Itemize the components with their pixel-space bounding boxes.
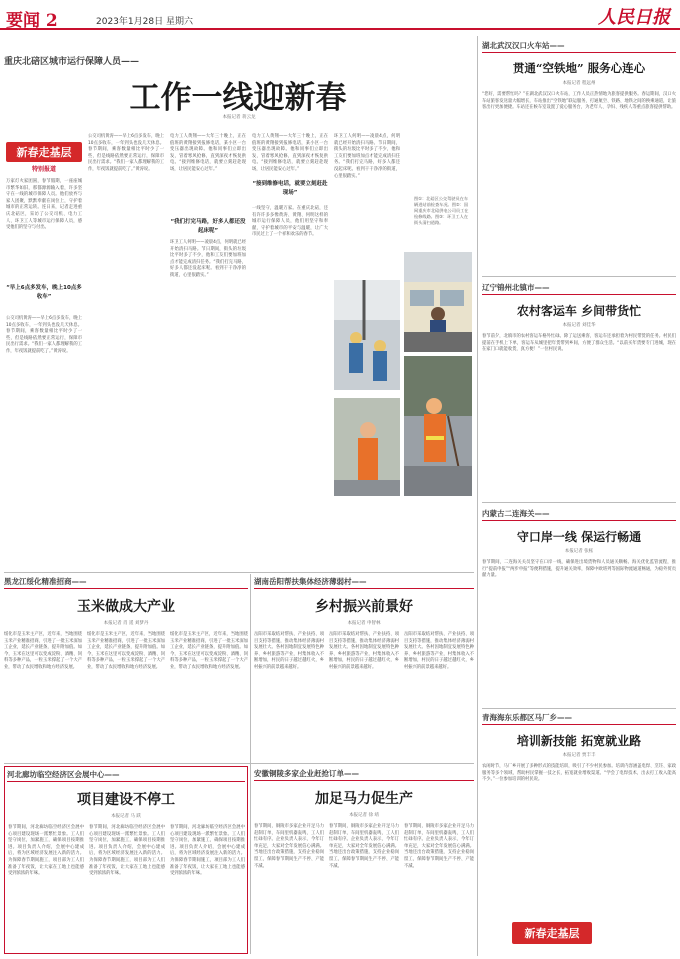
divider-right-1 — [482, 276, 676, 277]
lead-subhead-1 — [6, 284, 82, 302]
anhui-text-1: 春节期间，铜陵市多家企业开足马力赶制订单，车间里机器轰鸣，工人们忙碌有序。企业负责人表示，今年订单充足，大家对全年发展信心满满。当地还出台政策措施，支持企业稳岗留工，保障春节期间生产不停、产能不减。 — [254, 824, 324, 869]
bus-driver-image — [404, 252, 472, 352]
ledu-header[interactable]: 青海海东乐都区马厂乡—— — [482, 713, 572, 722]
sanitation-worker-image — [404, 356, 472, 496]
worker-street-image — [334, 398, 400, 496]
lead-col4-text-b: 一线坚守，温暖万家。在重庆北碚，还有许许多多像黄涛、黄翔、何明这样的城市运行保障人员，他们用坚守和奉献，守护着城市的平安与温暖，让广大市民过上了一个祥和欢乐的春节。 — [252, 206, 328, 238]
jinzhou-headline[interactable]: 农村客运车 乡间带货忙 — [516, 304, 642, 318]
lead-col3-text-b: 环卫工人何明——凌晨4点，何明就已经开始清扫马路。节日期间，街头的垃圾比平时多了不少，他和工友们要加班加点才能完成清扫任务。“我们打完马路，好多人都还没起床呢。看到干干净净的街道，心里很踏实。” — [170, 240, 246, 278]
heilongjiang-header-rule — [4, 588, 248, 589]
lead-photo-caption-text: 图①：北碚区公交驾驶员在车辆进站前检查车况。图②：国网重庆市北碚供电公司员工在检修线路。图③：环卫工人在街头清扫道路。 — [414, 196, 469, 225]
lead-col1-text: 万家灯火家团圆，春节假期，一座座城市繁华如旧，那都源源输入着，许多坚守在一线的城市保障人员。他们放弃与家人团聚，默默奉献在岗位上，守护着城市的正常运转。连日来，记者走进重庆北碚区，采访了公交司机、电力工人、环卫工人等城市运行保障人员，感受他们的坚守与付出。 — [6, 179, 82, 231]
lead-col2-text: 公交司机黄涛——早上6点多发车，晚上10点多收车，一年到头也没几天休息。春节期间，乘客数量相比平时少了一些，但是线路依然要正常运行，保障市民出行需求。“我们一家人都理解我的工作，年夜饭就提前吃了。”黄涛说。 — [88, 134, 164, 172]
masthead — [0, 0, 680, 30]
heilongjiang-text-2: 绥化市是玉米主产区，近年来，当地围绕玉米产业精准招商，引进了一批玉米深加工企业，延长产业链条，提升附加值。如今，玉米在这里可以变成淀粉、酒精、饲料等多种产品，一粒玉米撑起了一个大产业，带动了农民增收和地方经济发展。 — [87, 632, 165, 670]
lead-byline: 本报记者 蒋云龙 — [222, 115, 256, 120]
hebei-text-1: 春节期间，河北廊坊临空经济区会展中心项目建设现场一派繁忙景象。工人们坚守岗位，加紧施工，确保项目按期推进。项目负责人介绍，会展中心建成后，将为区域经济发展注入新的活力。为保障春节期间施工，项目部为工人们准备了年夜饭，让大家在工地上也能感受到浓浓的年味。 — [8, 825, 84, 877]
issue-date: 2023年1月28日 星期六 — [96, 17, 193, 27]
anhui-byline: 本报记者 徐 靖 — [349, 813, 379, 818]
lead-col5-text: 环卫工人何明——凌晨4点，何明就已经开始清扫马路。节日期间，街头的垃圾比平时多了不少，他和工友们要加班加点才能完成清扫任务。“我们打完马路，好多人都还没起床呢。看到干干净净的街道，心里很踏实。” — [334, 134, 400, 179]
new-year-badge-bottom-label: 新春走基层 — [524, 927, 580, 940]
jinzhou-text: 春节前夕，北镇市的农村客运车格外忙碌。除了运送乘客，客运车还承担着为村民带货的任务。村民们提前在手机上下单，客运车从城里把年货带到乡间，方便了群众生活。“以前买年货要专门进城，现在在家门口就能收货，真方便！”一位村民说。 — [482, 334, 676, 353]
newspaper-logo: 人民日报 — [598, 7, 670, 28]
hunan-byline: 本报记者 申智林 — [347, 621, 381, 626]
hebei-text-2: 春节期间，河北廊坊临空经济区会展中心项目建设现场一派繁忙景象。工人们坚守岗位，加紧施工，确保项目按期推进。项目负责人介绍，会展中心建成后，将为区域经济发展注入新的活力。为保障春节期间施工，项目部为工人们准备了年夜饭，让大家在工地上也能感受到浓浓的年味。 — [89, 825, 165, 877]
jinzhou-header[interactable]: 辽宁锦州北镇市—— — [482, 283, 550, 292]
special-report-label: 特别报道 — [31, 166, 56, 173]
hebei-headline[interactable]: 项目建设不停工 — [77, 792, 175, 808]
subhead-3-text: “我们打完马路，好多人都还没起床呢” — [170, 219, 246, 234]
lead-headline[interactable]: 工作一线迎新春 — [129, 80, 347, 116]
hebei-byline: 本报记者 马 跃 — [111, 814, 141, 819]
anhui-header[interactable]: 安徽铜陵多家企业赶抢订单—— — [254, 769, 359, 778]
photo-sanitation-worker — [404, 356, 472, 496]
lead-subhead-3 — [170, 218, 246, 236]
wuhan-byline: 本报记者 程远州 — [562, 81, 596, 86]
wuhan-header[interactable]: 湖北武汉汉口火车站—— — [482, 41, 565, 50]
hunan-text-2: 岳阳市采取结对帮扶、产业扶持、项目支持等措施，推动集体经济薄弱村发展壮大。各村因地制宜发展特色种养、乡村旅游等产业，村集体收入不断增加，村民的日子越过越红火，乡村振兴的前景越来越好。 — [329, 632, 399, 670]
page-section-title: 要闻 2 — [6, 11, 58, 31]
lead-kicker[interactable]: 重庆北碚区城市运行保障人员—— — [4, 57, 140, 67]
divider-mid-bottom — [4, 763, 474, 764]
hebei-text-3: 春节期间，河北廊坊临空经济区会展中心项目建设现场一派繁忙景象。工人们坚守岗位，加紧施工，确保项目按期推进。项目负责人介绍，会展中心建成后，将为区域经济发展注入新的活力。为保障春节期间施工，项目部为工人们准备了年夜饭，让大家在工地上也能感受到浓浓的年味。 — [170, 825, 245, 877]
story-hebei — [4, 766, 248, 954]
erlian-text: 春节期间，二连海关关员坚守在口岸一线，确保进出境货物和人员通关顺畅。海关优化监管流程，推行“提前申报”“两步申报”等便利措施，提升通关效率，保障中欧班列等国际物流通道畅通，为稳外贸贡献力量。 — [482, 560, 676, 579]
story-hunan — [254, 576, 474, 761]
wuhan-headline[interactable]: 贯通“空铁地” 服务心连心 — [512, 61, 646, 75]
heilongjiang-header[interactable]: 黑龙江绥化精准招商—— — [4, 577, 87, 586]
divider-lead-bottom — [4, 572, 474, 573]
heilongjiang-headline[interactable]: 玉米做成大产业 — [77, 599, 175, 615]
wuhan-header-rule — [482, 52, 676, 53]
subhead-2-text: “接到维修电话，就要立刻赶赴现场” — [252, 181, 328, 196]
heilongjiang-byline: 本报记者 肖 遥 刘梦丹 — [103, 621, 149, 626]
heilongjiang-text-1: 绥化市是玉米主产区，近年来，当地围绕玉米产业精准招商，引进了一批玉米深加工企业，延长产业链条，提升附加值。如今，玉米在这里可以变成淀粉、酒精、饲料等多种产品，一粒玉米撑起了一个大产业，带动了农民增收和地方经济发展。 — [4, 632, 82, 670]
column-divider-main — [477, 36, 478, 956]
ledu-text: 农闲时节，马厂乡开展了多种形式的技能培训，吸引了不少村民参加。培训内容涵盖电焊、烹饪、家政服务等多个领域，帮助村民掌握一技之长，拓宽就业增收渠道。“学会了电焊技术，出去打工收入能高不少。”一位参加培训的村民说。 — [482, 764, 676, 783]
lead-col4-text: 电力工人黄翔——大年三十晚上，正在值班的黄翔接到报修电话，某小区一台变压器出现故障。他和同事们立即出发，冒着寒风抢修，直到深夜才恢复供电。“接到维修电话，就要立刻赶赴现场，让居民能安心过年。” — [252, 134, 328, 172]
divider-right-3 — [482, 708, 676, 709]
story-erlian — [482, 508, 676, 708]
lead-subhead-2 — [252, 180, 328, 198]
photo-worker-street — [334, 398, 400, 496]
photo-power-workers — [334, 280, 400, 390]
jinzhou-header-rule — [482, 294, 676, 295]
hunan-headline[interactable]: 乡村振兴前景好 — [315, 599, 413, 615]
story-heilongjiang — [4, 576, 248, 761]
hunan-header[interactable]: 湖南岳阳帮扶集体经济薄弱村—— — [254, 577, 367, 586]
divider-right-2 — [482, 502, 676, 503]
column-divider-lower — [250, 574, 251, 954]
hebei-header-rule — [7, 781, 245, 782]
erlian-header[interactable]: 内蒙古二连海关—— — [482, 509, 550, 518]
story-jinzhou — [482, 282, 676, 498]
anhui-text-2: 春节期间，铜陵市多家企业开足马力赶制订单，车间里机器轰鸣，工人们忙碌有序。企业负责人表示，今年订单充足，大家对全年发展信心满满。当地还出台政策措施，支持企业稳岗留工，保障春节期间生产不停、产能不减。 — [329, 824, 399, 869]
jinzhou-byline: 本报记者 刘佳华 — [562, 323, 596, 328]
power-workers-image — [334, 280, 400, 390]
erlian-headline[interactable]: 守口岸一线 保运行畅通 — [516, 530, 642, 544]
ledu-byline: 本报记者 贾丰丰 — [562, 753, 596, 758]
hebei-header[interactable]: 河北廊坊临空经济区会展中心—— — [7, 770, 120, 779]
erlian-byline: 本报记者 张枨 — [564, 549, 594, 554]
subhead-1-text: “早上6点多发车，晚上10点多收车” — [6, 285, 82, 300]
new-year-badge-label: 新春走基层 — [16, 146, 72, 159]
heilongjiang-text-3: 绥化市是玉米主产区，近年来，当地围绕玉米产业精准招商，引进了一批玉米深加工企业，延长产业链条，提升附加值。如今，玉米在这里可以变成淀粉、酒精、饲料等多种产品，一粒玉米撑起了一个大产业，带动了农民增收和地方经济发展。 — [170, 632, 248, 670]
hunan-text-3: 岳阳市采取结对帮扶、产业扶持、项目支持等措施，推动集体经济薄弱村发展壮大。各村因地制宜发展特色种养、乡村旅游等产业，村集体收入不断增加，村民的日子越过越红火，乡村振兴的前景越来越好。 — [404, 632, 474, 670]
ledu-headline[interactable]: 培训新技能 拓宽就业路 — [516, 734, 642, 748]
story-anhui — [254, 766, 474, 954]
photo-bus-driver — [404, 252, 472, 352]
lead-photo-caption — [414, 196, 470, 226]
lead-story — [4, 34, 472, 534]
story-wuhan — [482, 40, 676, 270]
erlian-header-rule — [482, 520, 676, 521]
anhui-text-3: 春节期间，铜陵市多家企业开足马力赶制订单，车间里机器轰鸣，工人们忙碌有序。企业负责人表示，今年订单充足，大家对全年发展信心满满。当地还出台政策措施，支持企业稳岗留工，保障春节期间生产不停、产能不减。 — [404, 824, 474, 869]
lead-col1-text-b: 公交司机黄涛——早上6点多发车，晚上10点多收车，一年到头也没几天休息。春节期间，乘客数量相比平时少了一些，但是线路依然要正常运行，保障市民出行需求。“我们一家人都理解我的工作，年夜饭就提前吃了。”黄涛说。 — [6, 316, 82, 354]
hunan-text-1: 岳阳市采取结对帮扶、产业扶持、项目支持等措施，推动集体经济薄弱村发展壮大。各村因地制宜发展特色种养、乡村旅游等产业，村集体收入不断增加，村民的日子越过越红火，乡村振兴的前景越来越好。 — [254, 632, 324, 670]
anhui-headline[interactable]: 加足马力促生产 — [315, 791, 413, 807]
wuhan-text: “您好，需要帮忙吗？”在湖北武汉汉口火车站，工作人员正热情地为旅客提供服务。春运期间，汉口火车站旅客发送量大幅增长，车站推出“空铁地”联运服务，打通航空、铁路、地铁之间的换乘通道，让旅客出行更加便捷。车站还在候车室设置了爱心服务台，为老年人、孕妇、残疾人等重点旅客提供帮助。 — [482, 92, 676, 111]
story-ledu — [482, 712, 676, 952]
anhui-header-rule — [254, 780, 474, 781]
new-year-badge-bottom — [512, 922, 592, 944]
ledu-header-rule — [482, 724, 676, 725]
hunan-header-rule — [254, 588, 474, 589]
lead-col3-text: 电力工人黄翔——大年三十晚上，正在值班的黄翔接到报修电话，某小区一台变压器出现故障。他和同事们立即出发，冒着寒风抢修，直到深夜才恢复供电。“接到维修电话，就要立刻赶赴现场，让居民能安心过年。” — [170, 134, 246, 172]
right-column — [482, 36, 676, 956]
new-year-badge — [6, 142, 82, 162]
